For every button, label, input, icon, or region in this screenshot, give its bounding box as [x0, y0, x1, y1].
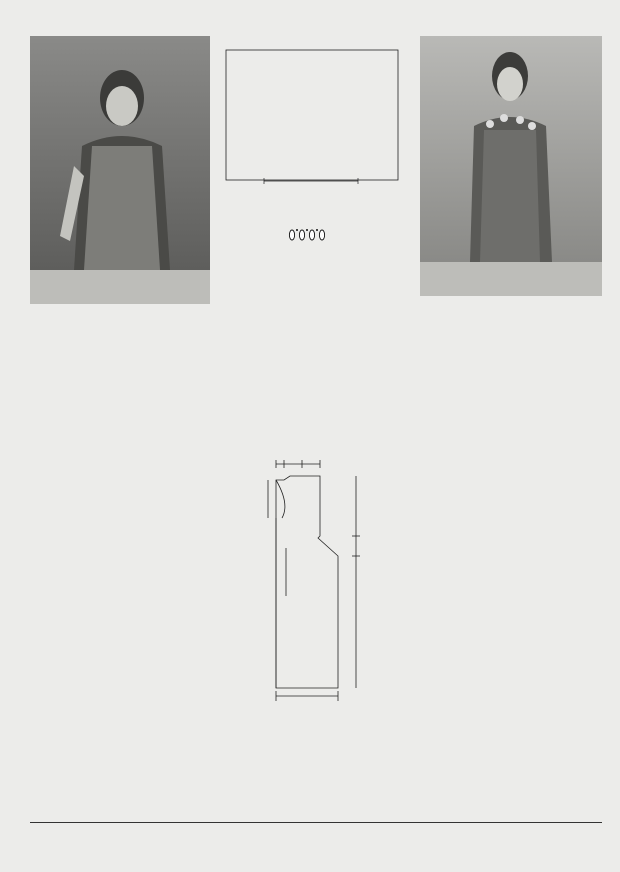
model-9-photo — [420, 36, 602, 262]
model-9-figure — [420, 36, 602, 262]
model-8-caption — [30, 270, 210, 304]
model-8-figure — [30, 36, 210, 270]
legend — [230, 268, 410, 274]
scheme-1-diagram — [224, 48, 414, 183]
scheme-2-diagram — [287, 226, 327, 244]
model-9-caption — [420, 262, 602, 296]
model-8-photo — [30, 36, 210, 270]
pattern-drawing — [246, 456, 406, 706]
footer-rule — [30, 822, 602, 823]
footer — [30, 828, 32, 839]
rapport-bracket — [262, 178, 362, 192]
